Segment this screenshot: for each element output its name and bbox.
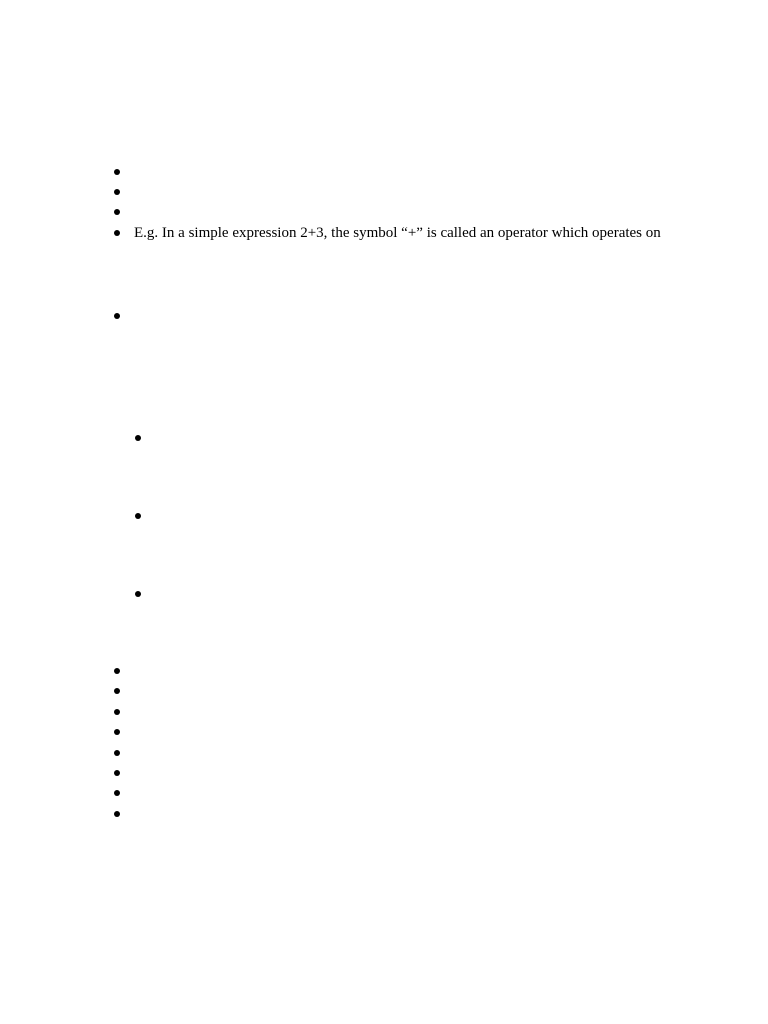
bullet-icon xyxy=(114,811,120,817)
list-item xyxy=(114,182,120,202)
list-item xyxy=(114,223,661,243)
bullet-icon xyxy=(114,750,120,756)
bullet-icon xyxy=(135,513,141,519)
bullet-icon xyxy=(114,189,120,195)
nested-list-item xyxy=(135,428,141,448)
nested-list-item xyxy=(135,506,141,526)
bullet-icon xyxy=(114,209,120,215)
list-item xyxy=(114,783,120,803)
list-item xyxy=(114,661,120,681)
bullet-icon xyxy=(114,688,120,694)
bullet-icon xyxy=(114,790,120,796)
list-item xyxy=(114,763,120,783)
list-item xyxy=(114,722,120,742)
list-item xyxy=(114,743,120,763)
list-item xyxy=(114,202,120,222)
list-item xyxy=(114,162,120,182)
bullet-icon xyxy=(114,169,120,175)
list-item xyxy=(114,681,120,701)
bullet-icon xyxy=(114,729,120,735)
bullet-icon xyxy=(135,591,141,597)
bullet-icon xyxy=(114,770,120,776)
bullet-icon xyxy=(135,435,141,441)
bullet-icon xyxy=(114,668,120,674)
bullet-icon xyxy=(114,230,120,236)
bullet-icon xyxy=(114,313,120,319)
list-item xyxy=(114,804,120,824)
list-item xyxy=(114,702,120,722)
nested-list-item xyxy=(135,584,141,604)
list-item-text: E.g. In a simple expression 2+3, the symbol “+” is called an operator which operates on xyxy=(134,225,661,241)
list-item xyxy=(114,306,120,326)
bullet-icon xyxy=(114,709,120,715)
